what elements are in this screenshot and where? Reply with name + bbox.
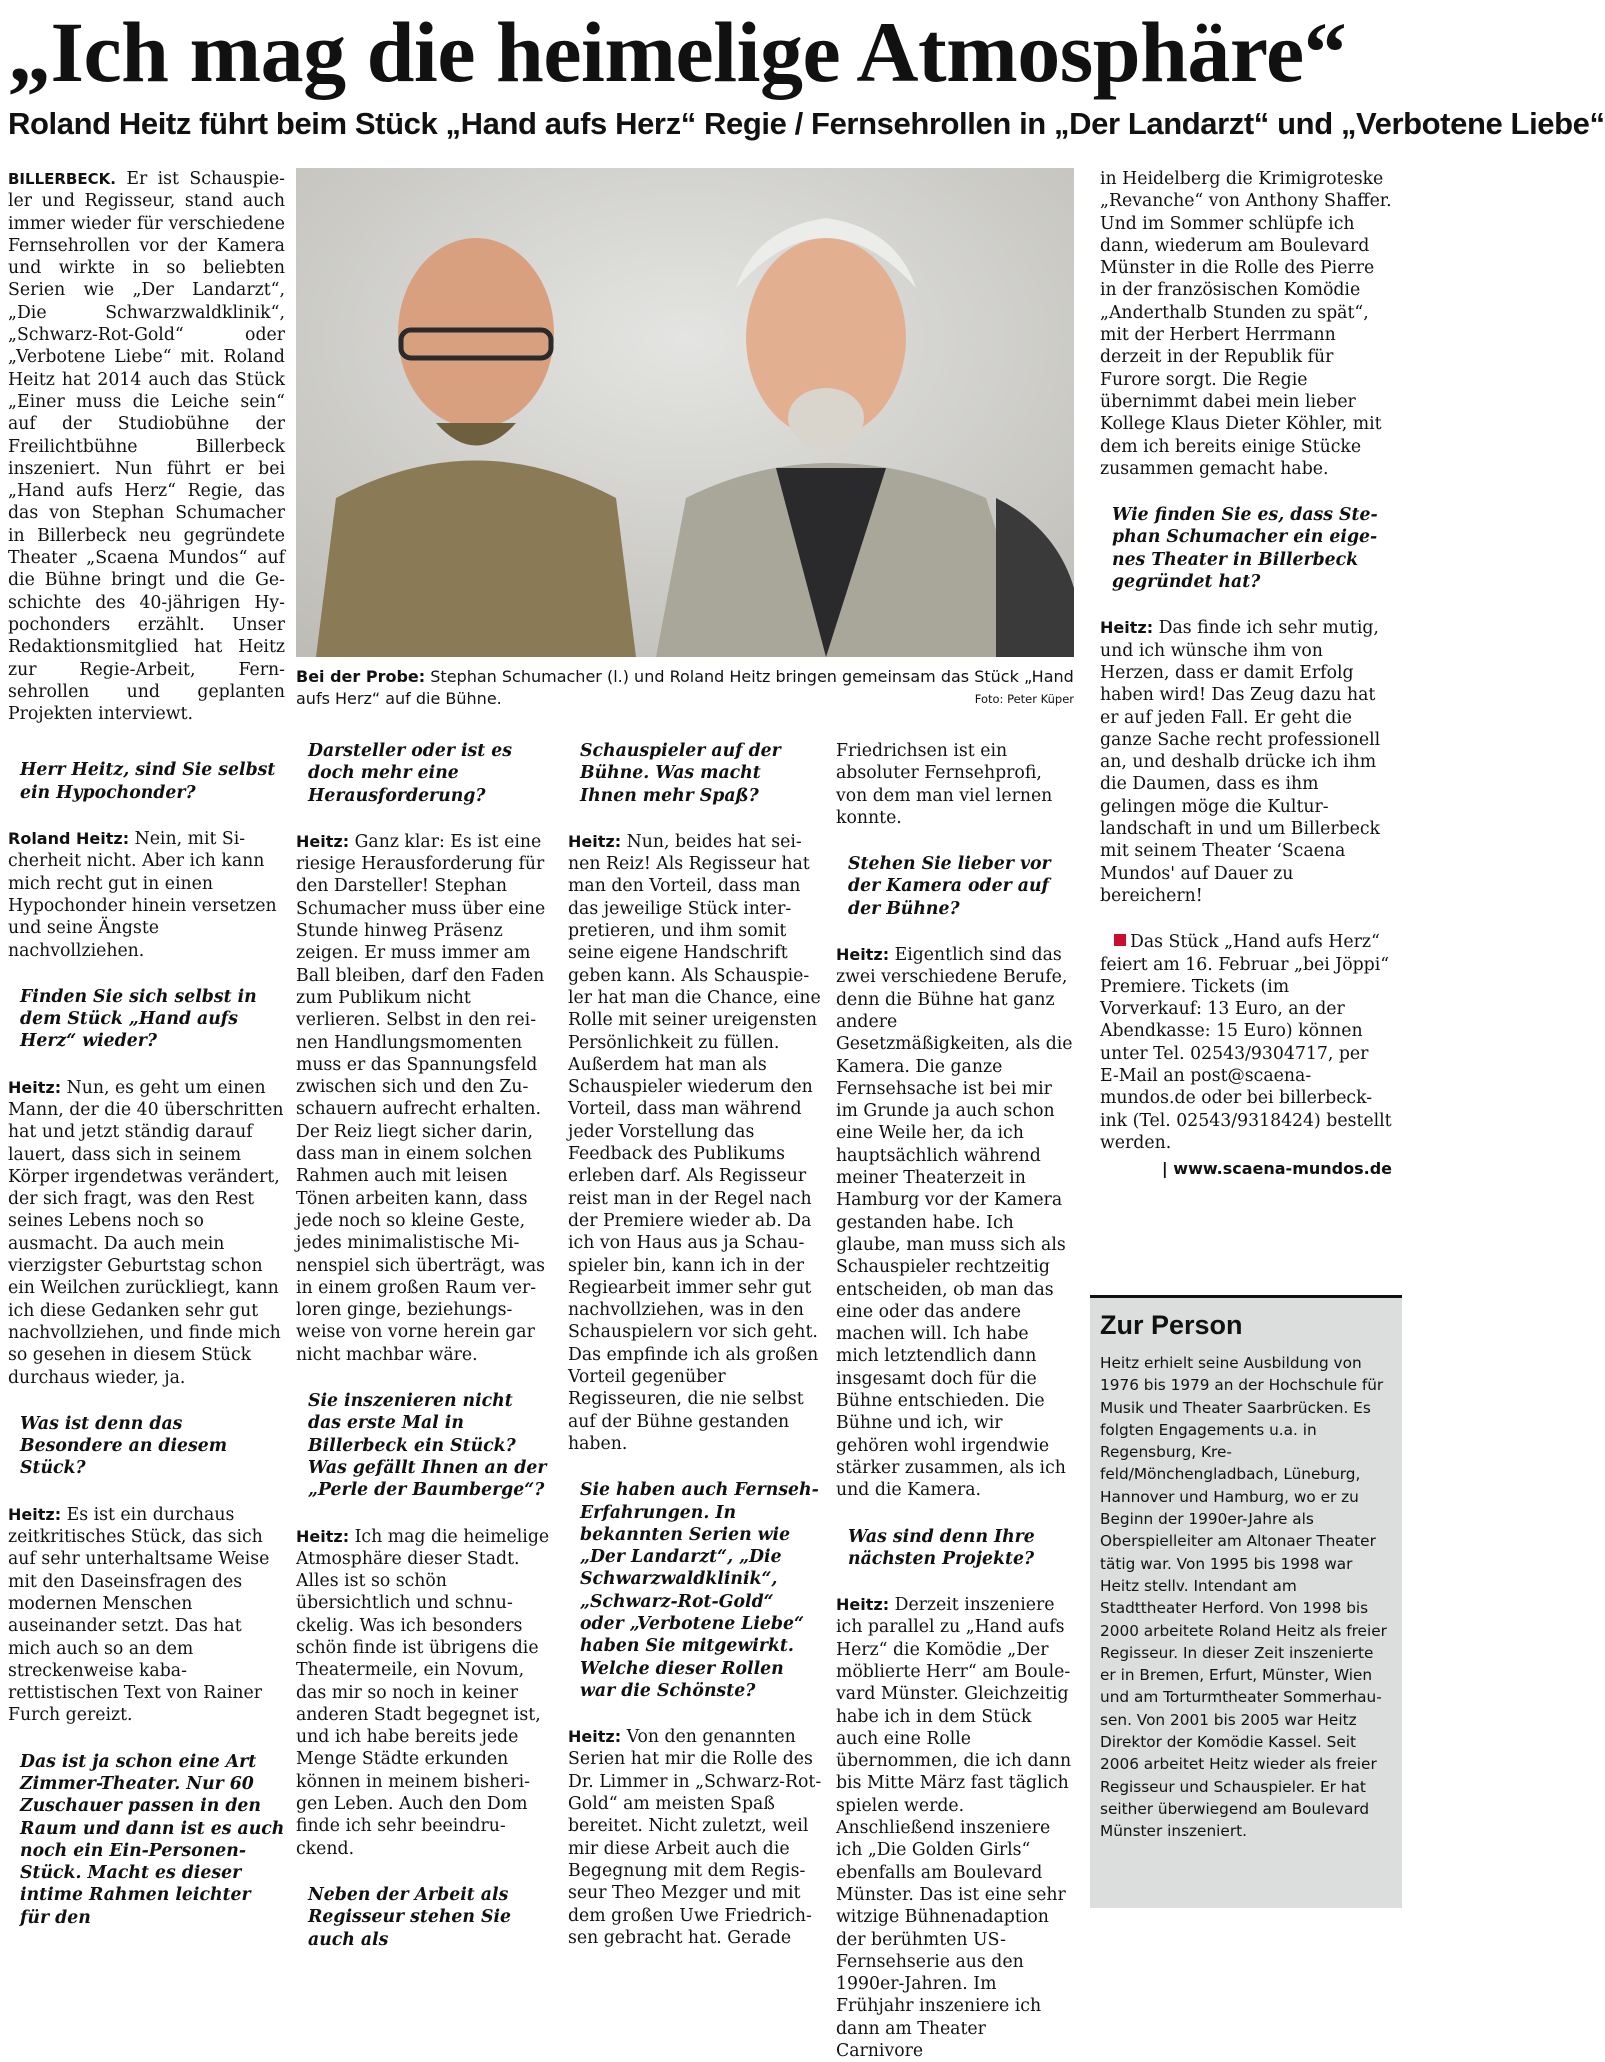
column-1 xyxy=(8,168,285,1928)
answer-continued: Friedrichsen ist ein absoluter Fernsehprofi, von dem man viel lernen konnte. xyxy=(836,741,1053,828)
column-4 xyxy=(836,740,1074,2062)
question: Wie finden Sie es, dass Stephan Schumacher ein eigenes Theater in Billerbeck gegründet hat? xyxy=(1112,505,1378,593)
caption-text: Stephan Schumacher (l.) und Roland Heitz bringen gemeinsam das Stück „Hand aufs Herz“ auf die Bühne. xyxy=(296,667,1074,708)
person-box-title: Zur Person xyxy=(1100,1310,1243,1340)
question: Finden Sie sich selbst in dem Stück „Hand aufs Herz“ wieder? xyxy=(20,986,257,1052)
headline: „Ich mag die heimelige Atmosphäre“ xyxy=(8,4,1347,100)
answer-text: Nein, mit Sicherheit nicht. Aber ich kann mich recht gut in einen Hypochonder hinein versetzen und seine Ängste nachvollziehen. xyxy=(8,829,277,961)
answer-text: Es ist ein durchaus zeitkritisches Stück, das sich auf sehr unterhaltsame Weise mit den Daseinsfragen des modernen Menschen auseinander setzt. Das hat mich auch so an dem streckenweise kabarettistischen Text von Rainer Furch gereizt. xyxy=(8,1504,270,1726)
intro-paragraph xyxy=(8,168,285,725)
question: Herr Heitz, sind Sie selbst ein Hypochonder? xyxy=(20,760,276,803)
answer xyxy=(8,1077,285,1389)
speaker-label: Roland Heitz: xyxy=(8,829,130,849)
column-3 xyxy=(568,740,822,1948)
answer-text: Ich mag die heimelige Atmosphäre dieser Stadt. Alles ist so schön übersichtlich und schnuckelig. Was ich besonders schön finde ist übrigens die Theatermeile, ein Novum, das mir so noch in keiner anderen Stadt begegnet ist, und ich habe bereits jede Menge Städte erkunden können in meinem bisherigen Leben. Auch den Dom finde ich sehr beeindruckend. xyxy=(296,1526,550,1859)
speaker-label: Heitz: xyxy=(568,831,622,851)
answer-text: Das finde ich sehr mutig, und ich wünsche ihm von Herzen, dass er damit Erfolg haben wird! Das Zeug dazu hat er auf jeden Fall. Er geht die ganze Sache recht professionell an, und deshalb drücke ich ihm die Daumen, dass es ihm gelingen möge die Kulturlandschaft in und um Billerbeck mit seinem Theater ‘Scaena Mundos' auf Dauer zu bereichern! xyxy=(1100,618,1381,906)
answer-text: Eigentlich sind das zwei verschiedene Berufe, denn die Bühne hat ganz andere Gesetzmäßigkeiten, als die Kamera. Die ganze Fernsehsache ist bei mir im Grunde ja auch schon eine Weile her, da ich hauptsächlich während meiner Theaterzeit in Hamburg vor der Kamera gestanden habe. Ich glaube, man muss sich als Schauspieler rechtzeitig entscheiden, ob man das eine oder das andere machen will. Ich habe mich letztendlich dann insgesamt doch für die Bühne entschieden. Die Bühne und ich, wir gehören wohl irgendwie stärker zusammen, als ich und die Kamera. xyxy=(836,945,1073,1501)
answer xyxy=(836,1594,1074,2062)
question: Stehen Sie lieber vor der Kamera oder auf der Bühne? xyxy=(848,854,1051,919)
speaker-label: Heitz: xyxy=(568,1727,622,1747)
question: Schauspieler auf der Bühne. Was macht Ihnen mehr Spaß? xyxy=(580,741,781,806)
ticket-info xyxy=(1100,931,1392,1154)
question: Was sind denn Ihre nächsten Projekte? xyxy=(848,1526,1035,1569)
question: Was ist denn das Besondere an diesem Stück? xyxy=(20,1413,228,1479)
person-info-box xyxy=(1090,1295,1402,1908)
answer xyxy=(8,828,285,962)
rehearsal-photo xyxy=(296,168,1074,657)
speaker-label: Heitz: xyxy=(296,1526,350,1546)
speaker-label: Heitz: xyxy=(296,831,350,851)
column-5 xyxy=(1100,168,1392,1290)
person-box-text: Heitz erhielt seine Ausbildung von 1976 bis 1979 an der Hochschule für Musik und Theater Saarbrücken. Es folgten Engagements u.a. in Regensburg, Krefeld/Mönchengladbach, Lüneburg, Hannover und Hamburg, wo er zu Beginn der 1990er-Jahre als Oberspielleiter am Altonaer Theater tätig war. Von 1995 bis 1998 war Heitz stellv. Intendant am Stadttheater Herford. Von 1998 bis 2000 arbeitete Roland Heitz als freier Regisseur. In dieser Zeit inszenierte er in Bremen, Erfurt, Münster, Wien und am Torturmtheater Sommerhausen. Von 2001 bis 2005 war Heitz Direktor der Komödie Kassel. Seit 2006 arbeitet Heitz wieder als freier Regisseur und Schauspieler. Er hat seither überwiegend am Boulevard Münster inszeniert. xyxy=(1100,1354,1387,1841)
question: Sie haben auch Fernseh-Erfahrungen. In bekannten Serien wie „Der Landarzt“, „Die Schwarzwaldklinik“, „Schwarz-Rot-Gold“ oder „Verbotene Liebe“ haben Sie mitgewirkt. Welche dieser Rollen war die Schönste? xyxy=(580,1480,819,1701)
answer xyxy=(296,831,550,1366)
speaker-label: Heitz: xyxy=(8,1077,62,1097)
speaker-label: Heitz: xyxy=(836,945,890,965)
ticket-info-text: Das Stück „Hand aufs Herz“ feiert am 16. Februar „bei Jöppi“ Premiere. Tickets (im Vorverkauf: 13 Euro, an der Abendkasse: 15 Euro) können unter Tel. 02543/9304717, per E-Mail an post@scaena-mundos.de oder bei billerbeck-ink (Tel. 02543/9318424) bestellt werden. xyxy=(1100,932,1392,1153)
answer xyxy=(568,1726,822,1949)
answer-text: Nun, es geht um einen Mann, der die 40 überschritten hat und jetzt ständig darauf lauert, dass sich in seinem Körper irgendetwas verändert, der sich fragt, was den Rest seines Lebens noch so ausmacht. Da auch mein vierzigster Geburtstag schon ein Weilchen zurückliegt, kann ich diese Gedanken sehr gut nachvollziehen, und finde mich so gesehen in diesem Stück durchaus wieder, ja. xyxy=(8,1077,284,1388)
answer-text: Von den genannten Serien hat mir die Rolle des Dr. Limmer in „Schwarz-Rot-Gold“ am meisten Spaß bereitet. Nicht zuletzt, weil mir diese Arbeit auch die Begegnung mit dem Regisseur Theo Mezger und mit dem großen Uwe Friedrichsen gebracht hat. Gerade xyxy=(568,1727,822,1948)
speaker-label: Heitz: xyxy=(8,1504,62,1524)
answer xyxy=(8,1504,285,1727)
answer-text: Ganz klar: Es ist eine riesige Herausforderung für den Darsteller! Stephan Schumacher muss über eine Stunde hinweg Präsenz zeigen. Er muss immer am Ball bleiben, darf den Faden zum Publikum nicht verlieren. Selbst in den reinen Handlungsmomenten muss er das Spannungsfeld zwischen sich und den Zuschauern aufrecht erhalten. Der Reiz liegt sicher darin, dass man in einem solchen Rahmen auch mit leisen Tönen arbeiten kann, dass jede noch so kleine Geste, jedes minimalistische Minenspiel sich überträgt, was in einem großen Raum verloren ginge, beziehungsweise von vorne herein gar nicht machbar wäre. xyxy=(296,831,546,1365)
red-square-bullet-icon xyxy=(1114,934,1126,946)
website-link[interactable]: | www.scaena-mundos.de xyxy=(1161,1159,1392,1179)
question: Sie inszenieren nicht das erste Mal in Billerbeck ein Stück? Was gefällt Ihnen an der „Perle der Baumberge“? xyxy=(308,1391,547,1501)
intro-text: Er ist Schauspieler und Regisseur, stand auch immer wieder für verschiedene Fernsehrollen vor der Kamera und wirkte in so beliebten Serien wie „Der Landarzt“, „Die Schwarzwaldklinik“, „Schwarz-Rot-Gold“ oder „Verbotene Liebe“ mit. Roland Heitz hat 2014 auch das Stück „Einer muss die Leiche sein“ auf der Studiobühne der Freilichtbühne Billerbeck inszeniert. Nun führt er bei „Hand aufs Herz“ Regie, das das von Stephan Schumacher in Billerbeck neu gegründete Theater „Scaena Mundos“ auf die Bühne bringt und die Geschichte des 40-jährigen Hypochonders erzählt. Unser Redaktionsmitglied hat Heitz zur Regie-Arbeit, Fernsehrollen und geplanten Projekten interviewt. xyxy=(8,169,285,725)
column-2 xyxy=(296,740,550,1950)
question: Das ist ja schon eine Art Zimmer-Theater. Nur 60 Zuschauer passen in den Raum und dann ist es auch noch ein Ein-Personen-Stück. Macht es dieser intime Rahmen leichter für den xyxy=(20,1751,285,1928)
answer xyxy=(296,1526,550,1860)
answer-text: Nun, beides hat seinen Reiz! Als Regisseur hat man den Vorteil, dass man das jeweilige Stück interpretieren, und ihm somit seine eigene Handschrift geben kann. Als Schauspieler hat man die Chance, eine Rolle mit seiner ureigensten Persönlichkeit zu füllen. Außerdem hat man als Schauspieler wiederum den Vorteil, dass man während jeder Vorstellung das Feedback des Publikums erleben darf. Als Regisseur reist man in der Regel nach der Premiere wieder ab. Da ich von Haus aus ja Schauspieler bin, kann ich in der Regiearbeit immer sehr gut nachvollziehen, was in den Schauspielern vor sich geht. Das empfinde ich als großen Vorteil gegenüber Regisseuren, die nie selbst auf der Bühne gestanden haben. xyxy=(568,831,821,1454)
answer xyxy=(1100,617,1392,907)
subheadline: Roland Heitz führt beim Stück „Hand aufs Herz“ Regie / Fernsehrollen in „Der Landarzt“ und „Verbotene Liebe“ xyxy=(8,106,1605,141)
question: Neben der Arbeit als Regisseur stehen Sie auch als xyxy=(308,1884,512,1950)
answer xyxy=(836,944,1074,1501)
question: Darsteller oder ist es doch mehr eine Herausforderung? xyxy=(308,741,512,806)
speaker-label: Heitz: xyxy=(1100,618,1154,638)
dateline: BILLERBECK. xyxy=(8,170,116,188)
answer-text: Derzeit inszeniere ich parallel zu „Hand aufs Herz“ die Komödie „Der möblierte Herr“ am Boulevard Münster. Gleichzeitig habe ich in dem Stück auch eine Rolle übernommen, die ich dann bis Mitte März fast täglich spielen werde. Anschließend inszeniere ich „Die Golden Girls“ ebenfalls am Boulevard Münster. Das ist eine sehr witzige Bühnenadaption der berühmten US-Fernsehserie aus den 1990er-Jahren. Im Frühjahr inszeniere ich dann am Theater Carnivore xyxy=(836,1595,1072,2062)
photo-credit: Foto: Peter Küper xyxy=(974,692,1074,706)
photo-caption xyxy=(296,666,1074,710)
photo-illustration xyxy=(296,168,1074,657)
speaker-label: Heitz: xyxy=(836,1595,890,1615)
caption-label: Bei der Probe: xyxy=(296,667,426,686)
answer-continued: in Heidelberg die Krimigroteske „Revanche“ von Anthony Shaffer. Und im Sommer schlüpfe ich dann, wiederum am Boulevard Münster in die Rolle des Pierre in der französischen Komödie „Anderthalb Stunden zu spät“, mit der Herbert Herrmann derzeit in der Republik für Furore sorgt. Die Regie übernimmt dabei mein lieber Kollege Klaus Dieter Köhler, mit dem ich bereits einige Stücke zusammen gemacht habe. xyxy=(1100,169,1392,479)
answer xyxy=(568,831,822,1455)
